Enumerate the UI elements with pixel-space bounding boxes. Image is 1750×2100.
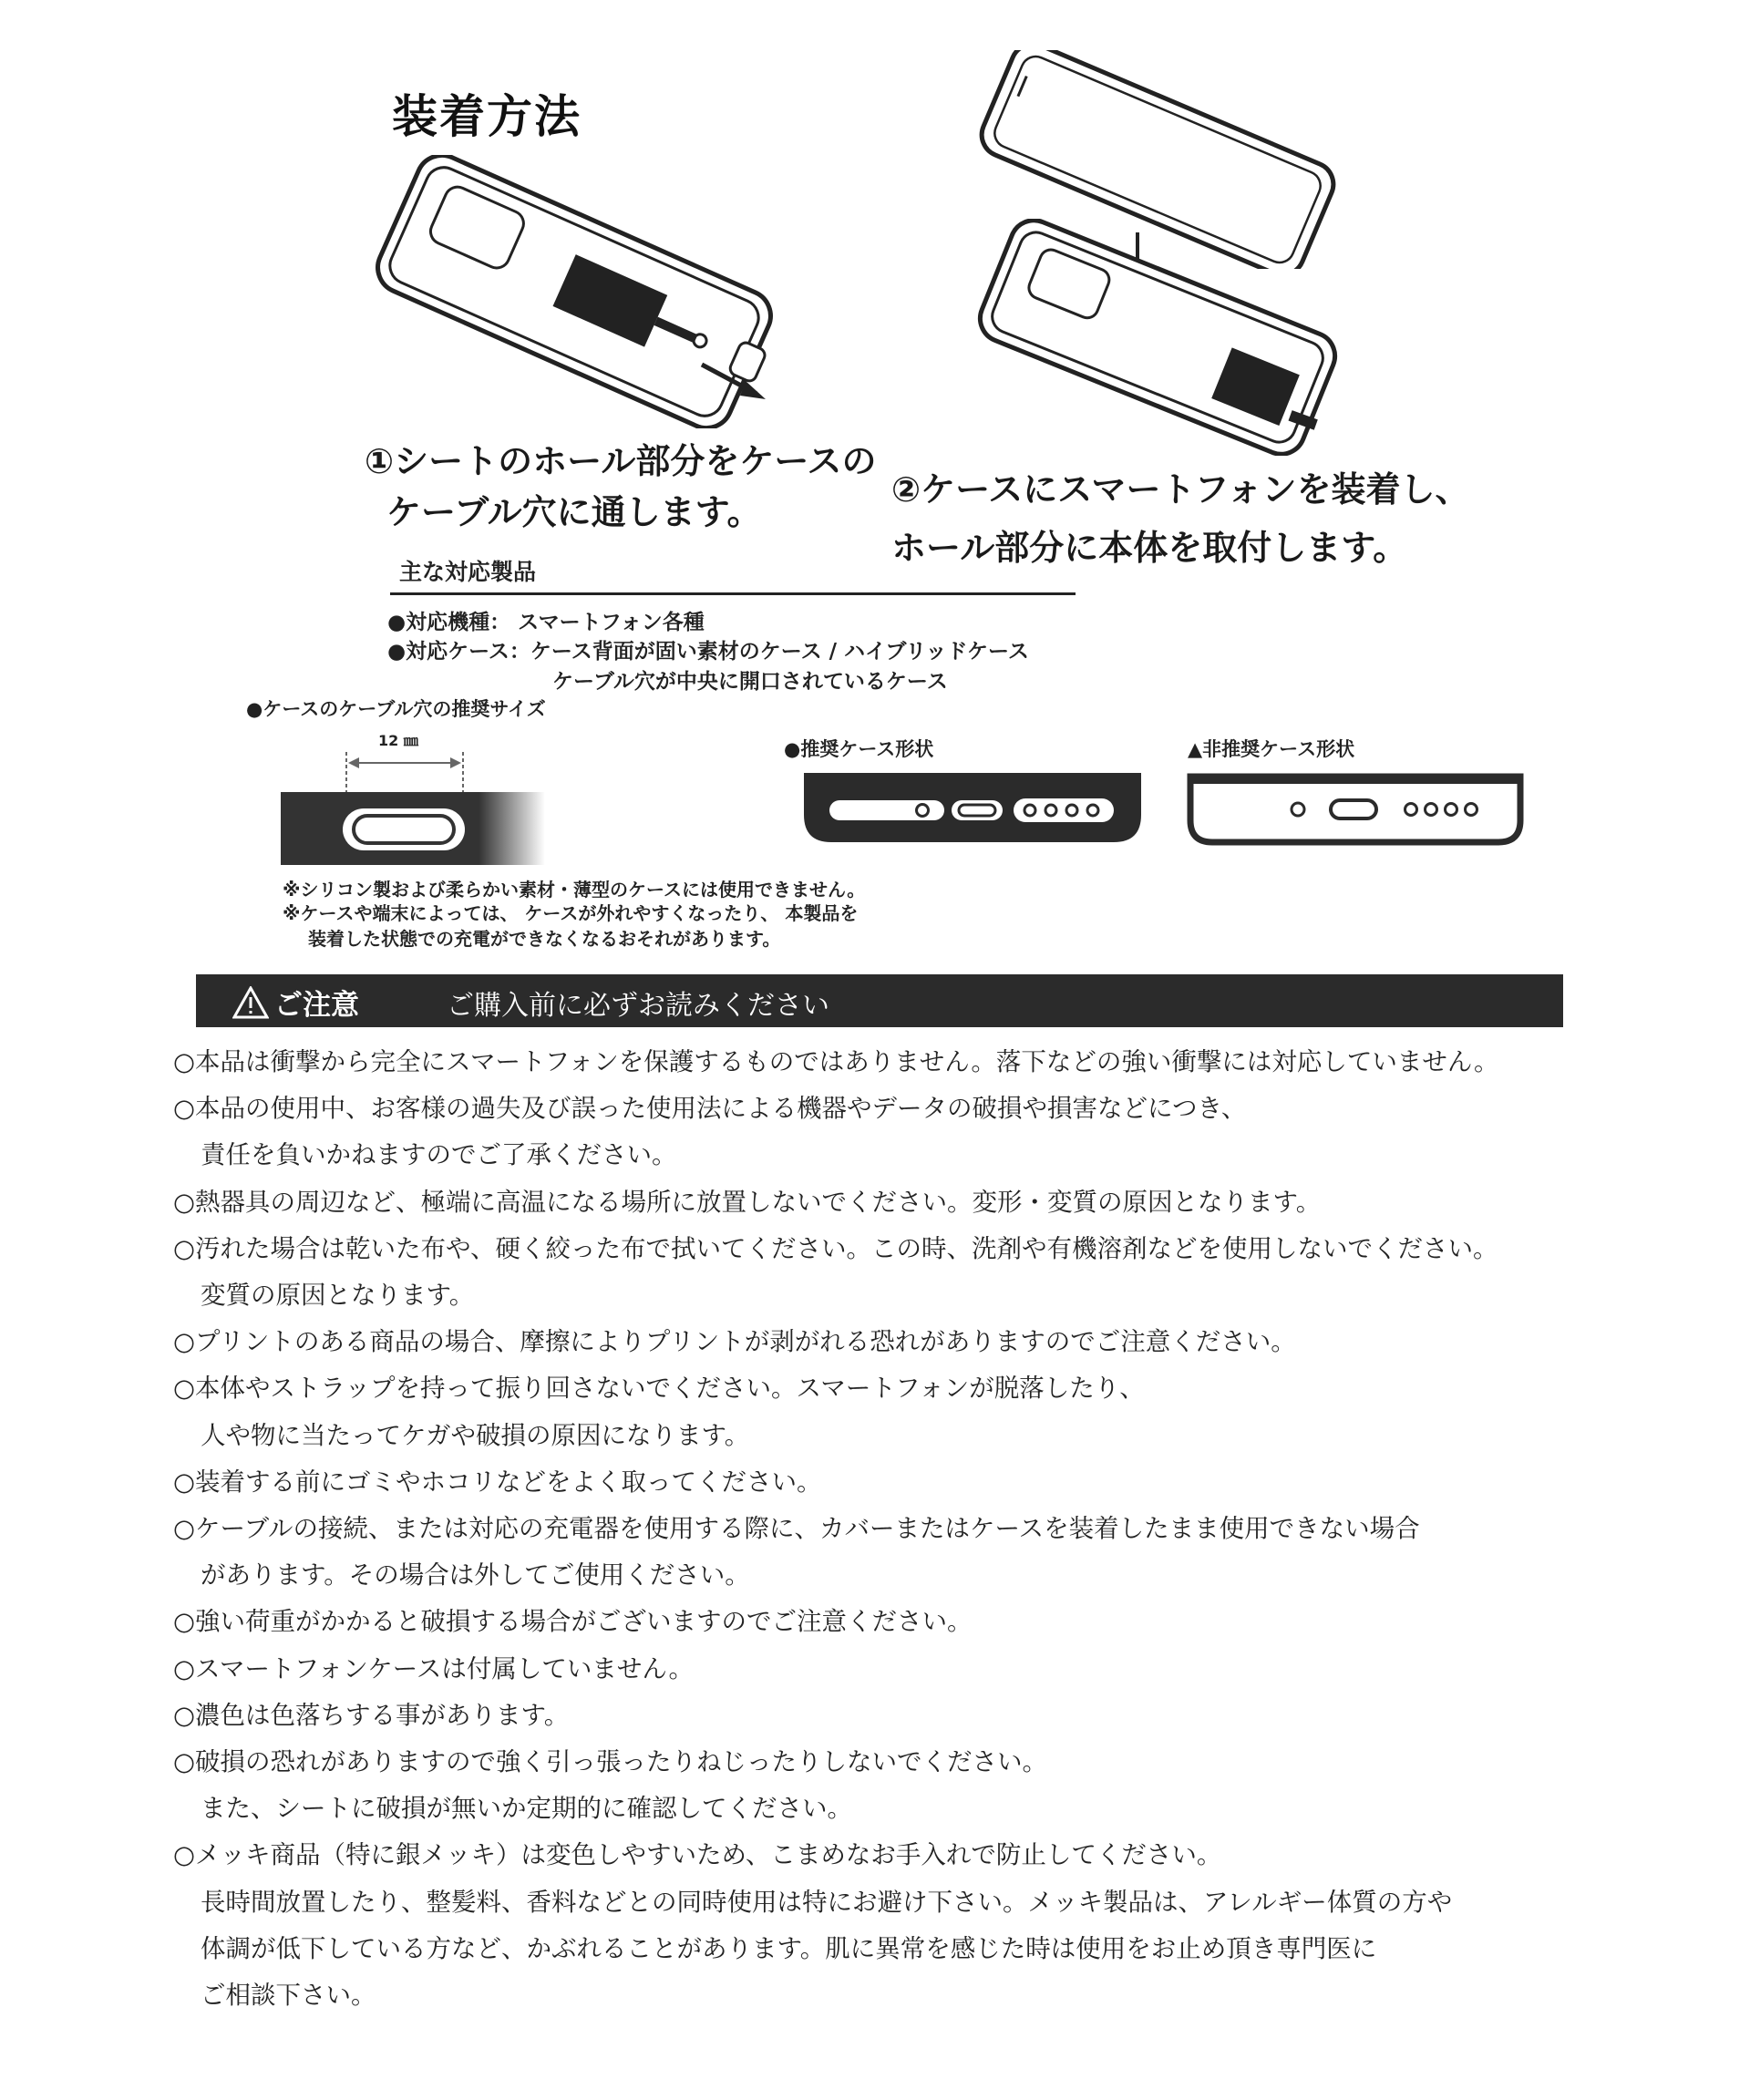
caution-item: 変質の原因となります。 [201,1281,475,1311]
cable-hole-diagram [281,743,545,870]
caution-item: ○汚れた場合は乾いた布や、硬く絞った布で拭いてください。この時、洗剤や有機溶剤などを使用しないでください。 [173,1233,1498,1263]
hole-size-value: 12 ㎜ [378,732,418,749]
caution-item: ○スマートフォンケースは付属していません。 [173,1653,694,1683]
caution-item: 責任を負いかねますのでご了承ください。 [201,1140,677,1170]
step2-caption [891,460,1469,577]
compat-cases: ●対応ケース：ケース背面が固い素材のケース / ハイブリッドケース [387,640,1029,664]
caution-item: ○メッキ商品（特に銀メッキ）は変色しやすいため、こまめなお手入れで防止してください。 [173,1840,1222,1870]
step1-line2: ケーブル穴に通します。 [386,492,762,532]
not-recommended-label: ▲非推奨ケース形状 [1188,738,1355,760]
not-recommended-case-shape [1187,773,1524,846]
caution-item: ○本体やストラップを持って振り回さないでください。スマートフォンが脱落したり、 [173,1374,1145,1404]
hole-size-label: ●ケースのケーブル穴の推奨サイズ [246,698,546,720]
caution-item: 体調が低下している方など、かぶれることがあります。肌に異常を感じた時は使用をお止め頂き専門医に [201,1933,1377,1963]
caution-label [232,982,359,1023]
caution-label-text: ご注意 [274,989,359,1022]
step2-case-illustration [966,219,1349,456]
step1-line1: ①シートのホール部分をケースの [365,441,877,481]
caution-header [196,974,1563,1027]
caution-item: 長時間放置したり、整髪料、香料などとの同時使用は特にお避け下さい。メッキ製品は、アレルギー体質の方や [201,1887,1453,1917]
caution-item: ○ケーブルの接続、または対応の充電器を使用する際に、カバーまたはケースを装着したまま使用できない場合 [173,1514,1420,1544]
caution-item: ○プリントのある商品の場合、摩擦によりプリントが剥がれる恐れがありますのでご注意ください。 [173,1327,1296,1357]
caution-subtitle: ご購入前に必ずお読みください [447,990,829,1022]
note-2: ※ケースや端末によっては、 ケースが外れやすくなったり、 本製品を [283,902,859,924]
recommended-label: ●推奨ケース形状 [784,738,934,760]
recommended-case-shape [804,773,1141,842]
caution-item: 人や物に当たってケガや破損の原因になります。 [201,1420,750,1450]
compat-cases-cont: ケーブル穴が中央に開口されているケース [552,670,948,694]
caution-item: ○熱器具の周辺など、極端に高温になる場所に放置しないでください。変形・変質の原因となります。 [173,1187,1322,1217]
step2-line2: ホール部分に本体を取付します。 [891,528,1408,568]
caution-item: ご相談下さい。 [201,1981,376,2011]
products-title: 主な対応製品 [399,559,537,585]
caution-item: また、シートに破損が無いか定期的に確認してください。 [201,1794,852,1824]
compat-models: ●対応機種： スマートフォン各種 [387,611,705,634]
warning-triangle-icon [232,986,269,1019]
caution-item: ○濃色は色落ちする事があります。 [173,1700,570,1730]
caution-item: ○装着する前にゴミやホコリなどをよく取ってください。 [173,1467,822,1497]
caution-list [173,1039,1723,2019]
step1-case-illustration [365,155,784,428]
caution-item: ○破損の恐れがありますので強く引っ張ったりねじったりしないでください。 [173,1747,1047,1777]
caution-item: ○強い荷重がかかると破損する場合がございますのでご注意ください。 [173,1607,973,1637]
section-divider [390,592,1076,595]
caution-item: ○本品は衝撃から完全にスマートフォンを保護するものではありません。落下などの強い衝撃には対応していません。 [173,1047,1499,1076]
step2-line1: ②ケースにスマートフォンを装着し、 [891,469,1470,510]
caution-item: があります。その場合は外してご使用ください。 [201,1560,750,1590]
step1-caption [365,436,877,538]
note-1: ※シリコン製および柔らかい素材・薄型のケースには使用できません。 [283,879,866,901]
page-title: 装着方法 [392,90,582,143]
note-2-cont: 装着した状態での充電ができなくなるおそれがあります。 [308,928,781,950]
caution-item: ○本品の使用中、お客様の過失及び誤った使用法による機器やデータの破損や損害などにつき、 [173,1094,1247,1124]
